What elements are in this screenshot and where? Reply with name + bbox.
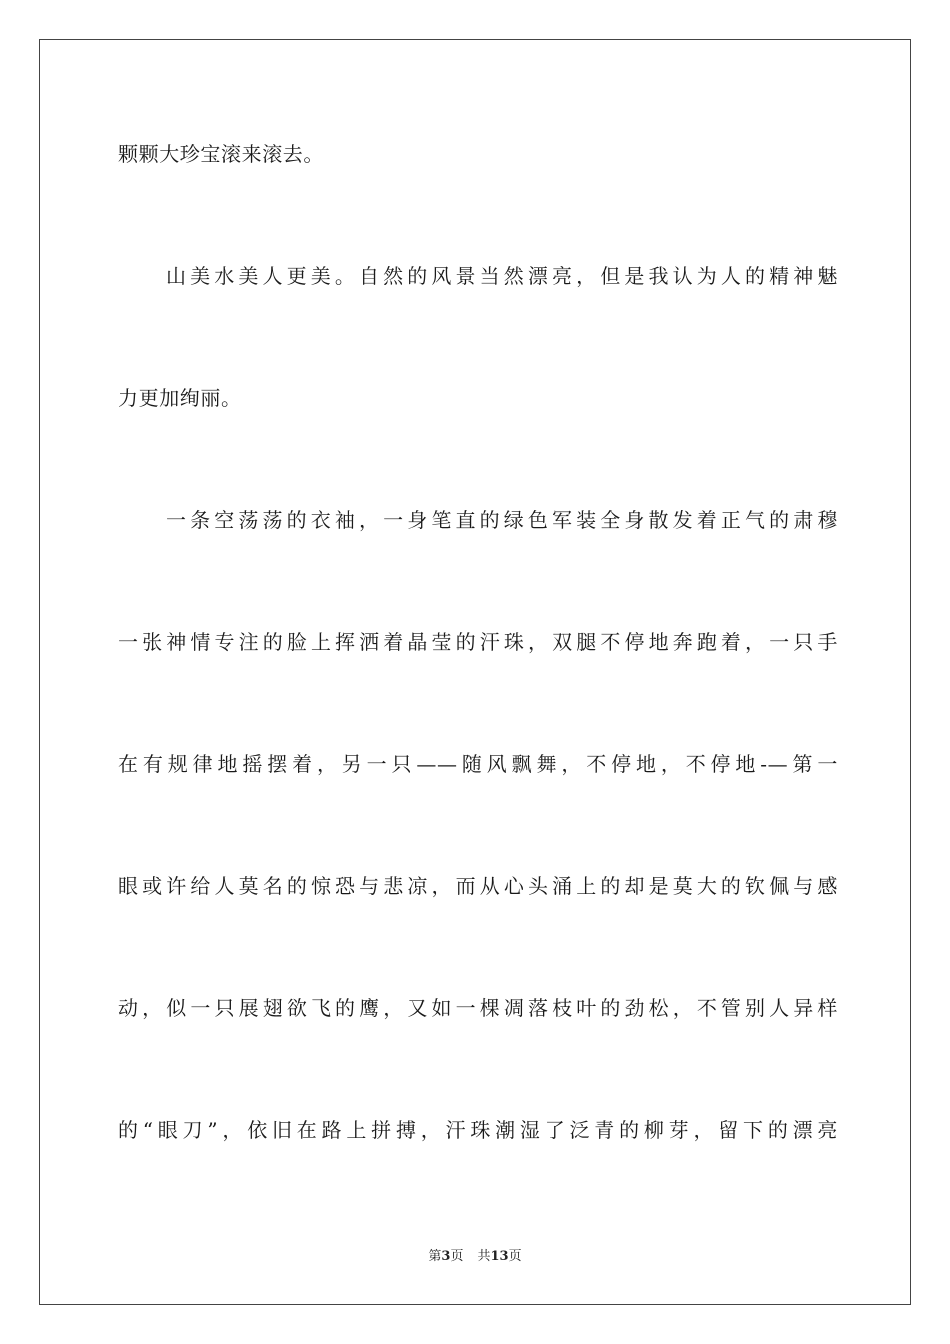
total-suffix: 页: [508, 1249, 522, 1264]
text-line-2: 山美水美人更美。自然的风景当然漂亮，但是我认为人的精神魅: [166, 264, 838, 288]
total-prefix: 共: [477, 1249, 491, 1264]
text-line-9: 的“眼刀”，依旧在路上拼搏，汗珠潮湿了泛青的柳芽，留下的漂亮: [118, 1118, 838, 1142]
text-line-3: 力更加绚丽。: [118, 386, 242, 410]
text-line-5: 一张神情专注的脸上挥洒着晶莹的汗珠，双腿不停地奔跑着，一只手: [118, 630, 838, 654]
text-line-7: 眼或许给人莫名的惊恐与悲凉，而从心头涌上的却是莫大的钦佩与感: [118, 874, 838, 898]
total-pages: 13: [490, 1249, 509, 1264]
page-number: 3: [441, 1249, 451, 1264]
text-line-8: 动，似一只展翅欲飞的鹰，又如一棵凋落枝叶的劲松，不管别人异样: [118, 996, 838, 1020]
text-line-6: 在有规律地摇摆着，另一只——随风飘舞，不停地，不停地-—第一: [118, 752, 838, 776]
text-line-4: 一条空荡荡的衣袖，一身笔直的绿色军装全身散发着正气的肃穆: [166, 508, 838, 532]
page-footer: [0, 1248, 950, 1266]
page-suffix: 页: [450, 1249, 464, 1264]
text-line-1: 颗颗大珍宝滚来滚去。: [118, 142, 324, 166]
page-prefix: 第: [428, 1249, 442, 1264]
